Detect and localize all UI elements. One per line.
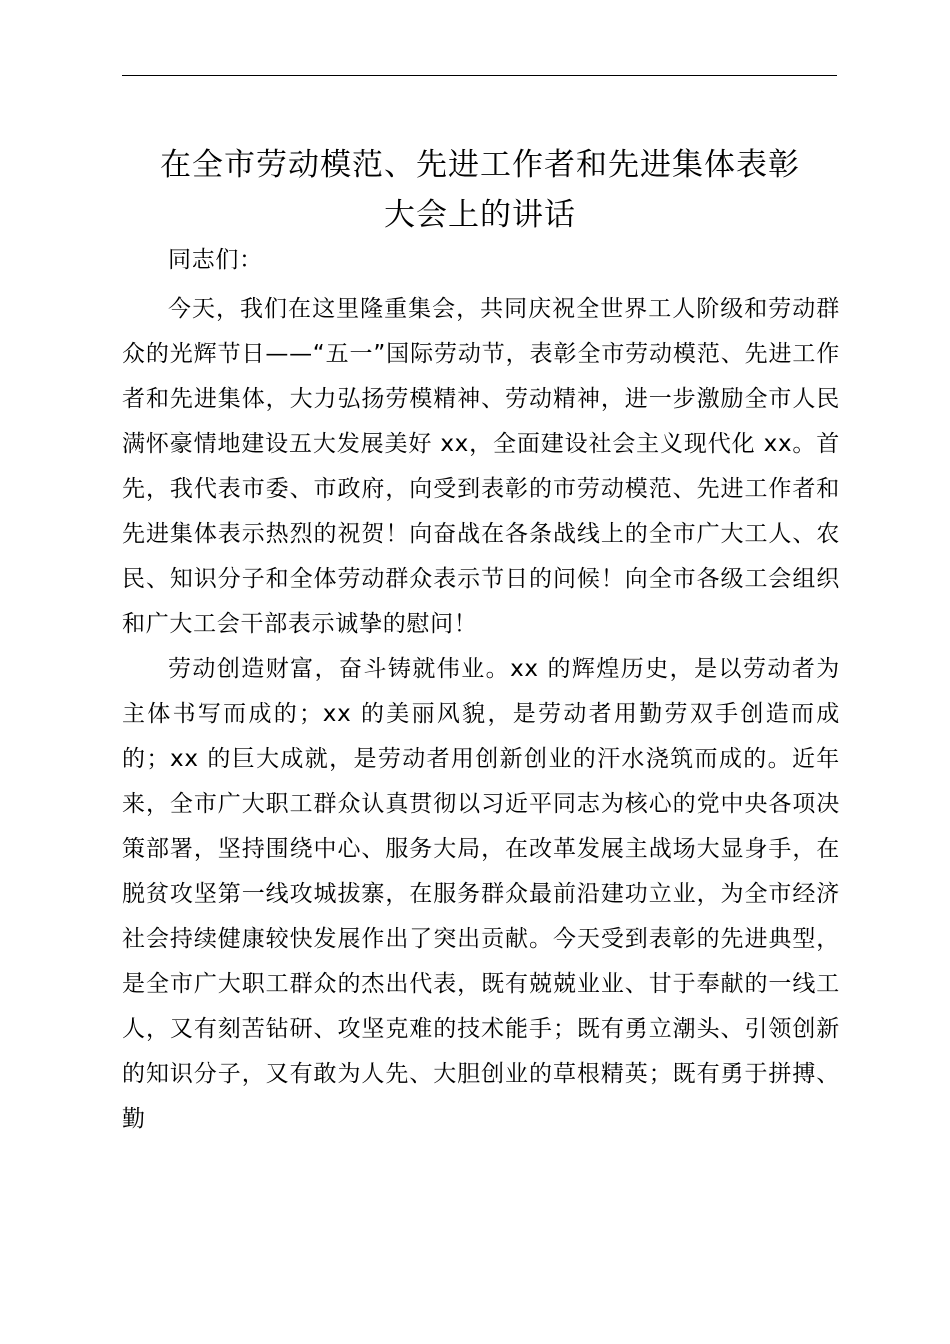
speech-body <box>122 238 840 1142</box>
title-line-1: 在全市劳动模范、先进工作者和先进集体表彰 <box>160 147 800 183</box>
paragraph-1: 今天，我们在这里隆重集会，共同庆祝全世界工人阶级和劳动群众的光辉节日——“五一”国际劳动节，表彰全市劳动模范、先进工作者和先进集体，大力弘扬劳模精神、劳动精神，进一步激励全市人民满怀豪情地建设五大发展美好 xx，全面建设社会主义现代化 xx。首先，我代表市委、市政府，向受到表彰的市劳动模范、先进工作者和先进集体表示热烈的祝贺！向奋战在各条战线上的全市广大工人、农民、知识分子和全体劳动群众表示节日的问候！向全市各级工会组织和广大工会干部表示诚挚的慰问！ <box>122 296 840 637</box>
title-line-2: 大会上的讲话 <box>384 197 576 233</box>
header-divider <box>122 75 837 76</box>
paragraph-2: 劳动创造财富，奋斗铸就伟业。xx 的辉煌历史，是以劳动者为主体书写而成的；xx 的美丽风貌，是劳动者用勤劳双手创造而成的；xx 的巨大成就，是劳动者用创新创业的汗水浇筑而成的。近年来，全市广大职工群众认真贯彻以习近平同志为核心的党中央各项决策部署，坚持围绕中心、服务大局，在改革发展主战场大显身手，在脱贫攻坚第一线攻城拔寨，在服务群众最前沿建功立业，为全市经济社会持续健康较快发展作出了突出贡献。今天受到表彰的先进典型，是全市广大职工群众的杰出代表，既有兢兢业业、甘于奉献的一线工人，又有刻苦钻研、攻坚克难的技术能手；既有勇立潮头、引领创新的知识分子，又有敢为人先、大胆创业的草根精英；既有勇于拼搏、勤 <box>122 656 840 1132</box>
salutation: 同志们： <box>168 247 263 273</box>
speech-title <box>110 140 850 240</box>
